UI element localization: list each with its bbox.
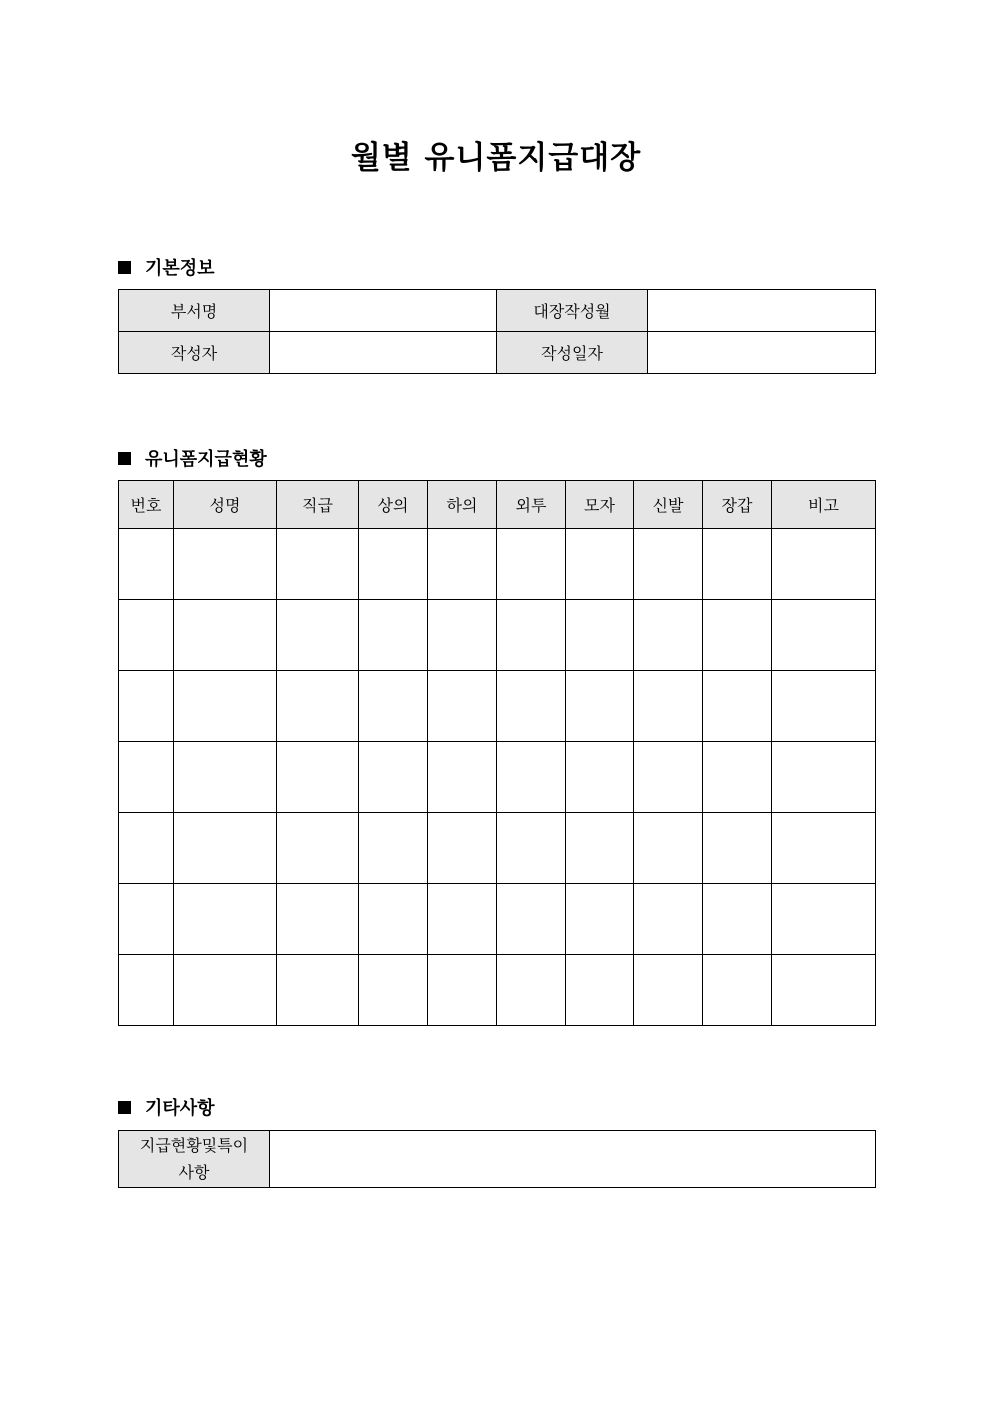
table-cell[interactable]	[428, 671, 497, 742]
author-label: 작성자	[119, 332, 270, 374]
table-cell[interactable]	[566, 813, 634, 884]
table-row	[119, 955, 876, 1026]
table-row	[119, 671, 876, 742]
table-cell[interactable]	[359, 813, 428, 884]
table-cell[interactable]	[277, 529, 359, 600]
etc-table	[118, 1130, 876, 1188]
table-cell[interactable]	[634, 671, 703, 742]
table-row	[119, 529, 876, 600]
table-cell[interactable]	[634, 813, 703, 884]
table-cell[interactable]	[634, 529, 703, 600]
page-title: 월별 유니폼지급대장	[350, 140, 642, 176]
column-header: 장갑	[703, 481, 772, 529]
table-cell[interactable]	[277, 600, 359, 671]
section-title: 기본정보	[145, 258, 215, 279]
table-cell[interactable]	[174, 884, 277, 955]
table-cell[interactable]	[119, 813, 174, 884]
table-row	[119, 884, 876, 955]
table-cell[interactable]	[772, 955, 876, 1026]
square-bullet-icon	[118, 261, 131, 274]
table-cell[interactable]	[174, 600, 277, 671]
table-row	[119, 742, 876, 813]
table-cell[interactable]	[359, 742, 428, 813]
table-cell[interactable]	[634, 884, 703, 955]
month-label: 대장작성월	[497, 290, 648, 332]
table-cell[interactable]	[772, 529, 876, 600]
table-cell[interactable]	[703, 529, 772, 600]
table-cell[interactable]	[428, 813, 497, 884]
uniform-status-table	[118, 480, 876, 1026]
table-cell[interactable]	[497, 529, 566, 600]
month-field[interactable]	[648, 290, 876, 332]
column-header: 성명	[174, 481, 277, 529]
table-cell[interactable]	[497, 671, 566, 742]
date-label: 작성일자	[497, 332, 648, 374]
table-cell[interactable]	[772, 813, 876, 884]
table-cell[interactable]	[566, 742, 634, 813]
column-header: 상의	[359, 481, 428, 529]
table-row	[119, 290, 876, 332]
table-cell[interactable]	[772, 742, 876, 813]
table-cell[interactable]	[703, 955, 772, 1026]
table-cell[interactable]	[359, 955, 428, 1026]
date-field[interactable]	[648, 332, 876, 374]
etc-label-line2: 사항	[178, 1163, 210, 1182]
table-cell[interactable]	[119, 884, 174, 955]
section-title: 기타사항	[145, 1098, 215, 1119]
table-cell[interactable]	[119, 600, 174, 671]
column-header: 번호	[119, 481, 174, 529]
column-header: 비고	[772, 481, 876, 529]
table-cell[interactable]	[566, 671, 634, 742]
square-bullet-icon	[118, 1101, 131, 1114]
table-cell[interactable]	[174, 813, 277, 884]
section-heading-etc	[118, 1094, 215, 1120]
table-row	[119, 813, 876, 884]
table-cell[interactable]	[703, 884, 772, 955]
table-cell[interactable]	[497, 955, 566, 1026]
table-row	[119, 332, 876, 374]
table-cell[interactable]	[772, 671, 876, 742]
table-cell[interactable]	[428, 529, 497, 600]
table-cell[interactable]	[566, 884, 634, 955]
table-cell[interactable]	[497, 884, 566, 955]
table-cell[interactable]	[359, 671, 428, 742]
table-cell[interactable]	[703, 671, 772, 742]
section-title: 유니폼지급현황	[145, 449, 267, 470]
table-header-row	[119, 481, 876, 529]
table-cell[interactable]	[277, 671, 359, 742]
section-heading-basic	[118, 254, 215, 280]
table-cell[interactable]	[772, 884, 876, 955]
table-cell[interactable]	[566, 529, 634, 600]
table-cell[interactable]	[703, 813, 772, 884]
table-cell[interactable]	[428, 742, 497, 813]
column-header: 직급	[277, 481, 359, 529]
table-cell[interactable]	[497, 600, 566, 671]
table-cell[interactable]	[359, 884, 428, 955]
table-cell[interactable]	[772, 600, 876, 671]
table-cell[interactable]	[703, 742, 772, 813]
table-cell[interactable]	[634, 742, 703, 813]
table-cell[interactable]	[428, 600, 497, 671]
dept-label: 부서명	[119, 290, 270, 332]
table-cell[interactable]	[428, 955, 497, 1026]
table-cell[interactable]	[119, 955, 174, 1026]
table-cell[interactable]	[359, 529, 428, 600]
table-cell[interactable]	[277, 813, 359, 884]
author-field[interactable]	[270, 332, 497, 374]
etc-field[interactable]	[270, 1131, 876, 1188]
dept-field[interactable]	[270, 290, 497, 332]
table-cell[interactable]	[566, 600, 634, 671]
table-cell[interactable]	[497, 813, 566, 884]
table-cell[interactable]	[174, 529, 277, 600]
table-row	[119, 600, 876, 671]
table-cell[interactable]	[119, 671, 174, 742]
table-cell[interactable]	[119, 742, 174, 813]
table-cell[interactable]	[174, 742, 277, 813]
table-cell[interactable]	[277, 955, 359, 1026]
column-header: 신발	[634, 481, 703, 529]
table-cell[interactable]	[359, 600, 428, 671]
column-header: 하의	[428, 481, 497, 529]
table-cell[interactable]	[634, 600, 703, 671]
table-cell[interactable]	[497, 742, 566, 813]
column-header: 모자	[566, 481, 634, 529]
table-cell[interactable]	[119, 529, 174, 600]
table-row	[119, 1131, 876, 1188]
etc-label-line1: 지급현황및특이	[139, 1136, 249, 1155]
table-cell[interactable]	[174, 955, 277, 1026]
table-cell[interactable]	[277, 742, 359, 813]
section-heading-status	[118, 445, 267, 471]
table-cell[interactable]	[174, 671, 277, 742]
etc-label	[119, 1131, 270, 1188]
table-cell[interactable]	[634, 955, 703, 1026]
column-header: 외투	[497, 481, 566, 529]
table-cell[interactable]	[566, 955, 634, 1026]
basic-info-table	[118, 289, 876, 374]
table-cell[interactable]	[703, 600, 772, 671]
table-cell[interactable]	[428, 884, 497, 955]
square-bullet-icon	[118, 452, 131, 465]
table-cell[interactable]	[277, 884, 359, 955]
